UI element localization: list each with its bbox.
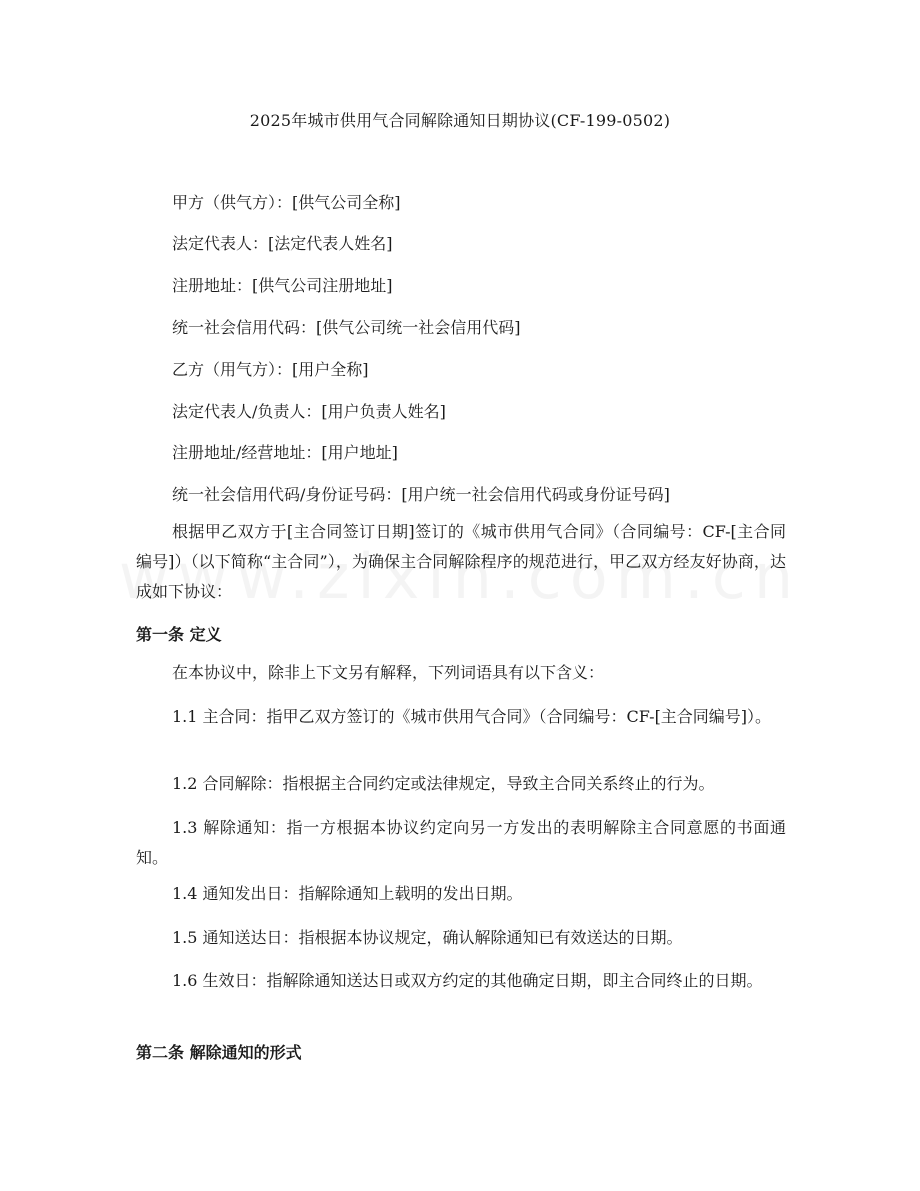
party-b-name: 乙方（用气方）：[用户全称] xyxy=(172,360,369,379)
intro-paragraph: 根据甲乙双方于[主合同签订日期]签订的《城市供用气合同》（合同编号：CF-[主合同编号]）（以下简称“主合同”），为确保主合同解除程序的规范进行，甲乙双方经友好协商，达成如下协议： xyxy=(136,522,786,601)
definition-1-6: 1.6 生效日：指解除通知送达日或双方约定的其他确定日期，即主合同终止的日期。 xyxy=(172,971,763,990)
article-2-heading: 第二条 解除通知的形式 xyxy=(136,1043,302,1062)
article-1-lead: 在本协议中，除非上下文另有解释，下列词语具有以下含义： xyxy=(172,663,605,682)
definition-1-5: 1.5 通知送达日：指根据本协议规定，确认解除通知已有效送达的日期。 xyxy=(172,928,683,947)
party-a-name: 甲方（供气方）：[供气公司全称] xyxy=(172,193,401,212)
definition-1-1: 1.1 主合同：指甲乙双方签订的《城市供用气合同》（合同编号：CF-[主合同编号]）。 xyxy=(172,707,772,726)
party-a-credit-code: 统一社会信用代码：[供气公司统一社会信用代码] xyxy=(172,318,521,337)
article-1-heading: 第一条 定义 xyxy=(136,625,222,644)
party-a-address: 注册地址：[供气公司注册地址] xyxy=(172,276,393,295)
party-b-credit-code: 统一社会信用代码/身份证号码：[用户统一社会信用代码或身份证号码] xyxy=(172,485,670,504)
document-title: 2025年城市供用气合同解除通知日期协议(CF-199-0502) xyxy=(249,111,671,130)
party-b-address: 注册地址/经营地址：[用户地址] xyxy=(172,443,398,462)
definition-1-2: 1.2 合同解除：指根据主合同约定或法律规定，导致主合同关系终止的行为。 xyxy=(172,774,715,793)
party-a-representative: 法定代表人：[法定代表人姓名] xyxy=(172,234,393,253)
definition-1-4: 1.4 通知发出日：指解除通知上载明的发出日期。 xyxy=(172,884,523,903)
definition-1-3: 1.3 解除通知：指一方根据本协议约定向另一方发出的表明解除主合同意愿的书面通知。 xyxy=(136,818,786,867)
party-b-representative: 法定代表人/负责人：[用户负责人姓名] xyxy=(172,402,446,421)
